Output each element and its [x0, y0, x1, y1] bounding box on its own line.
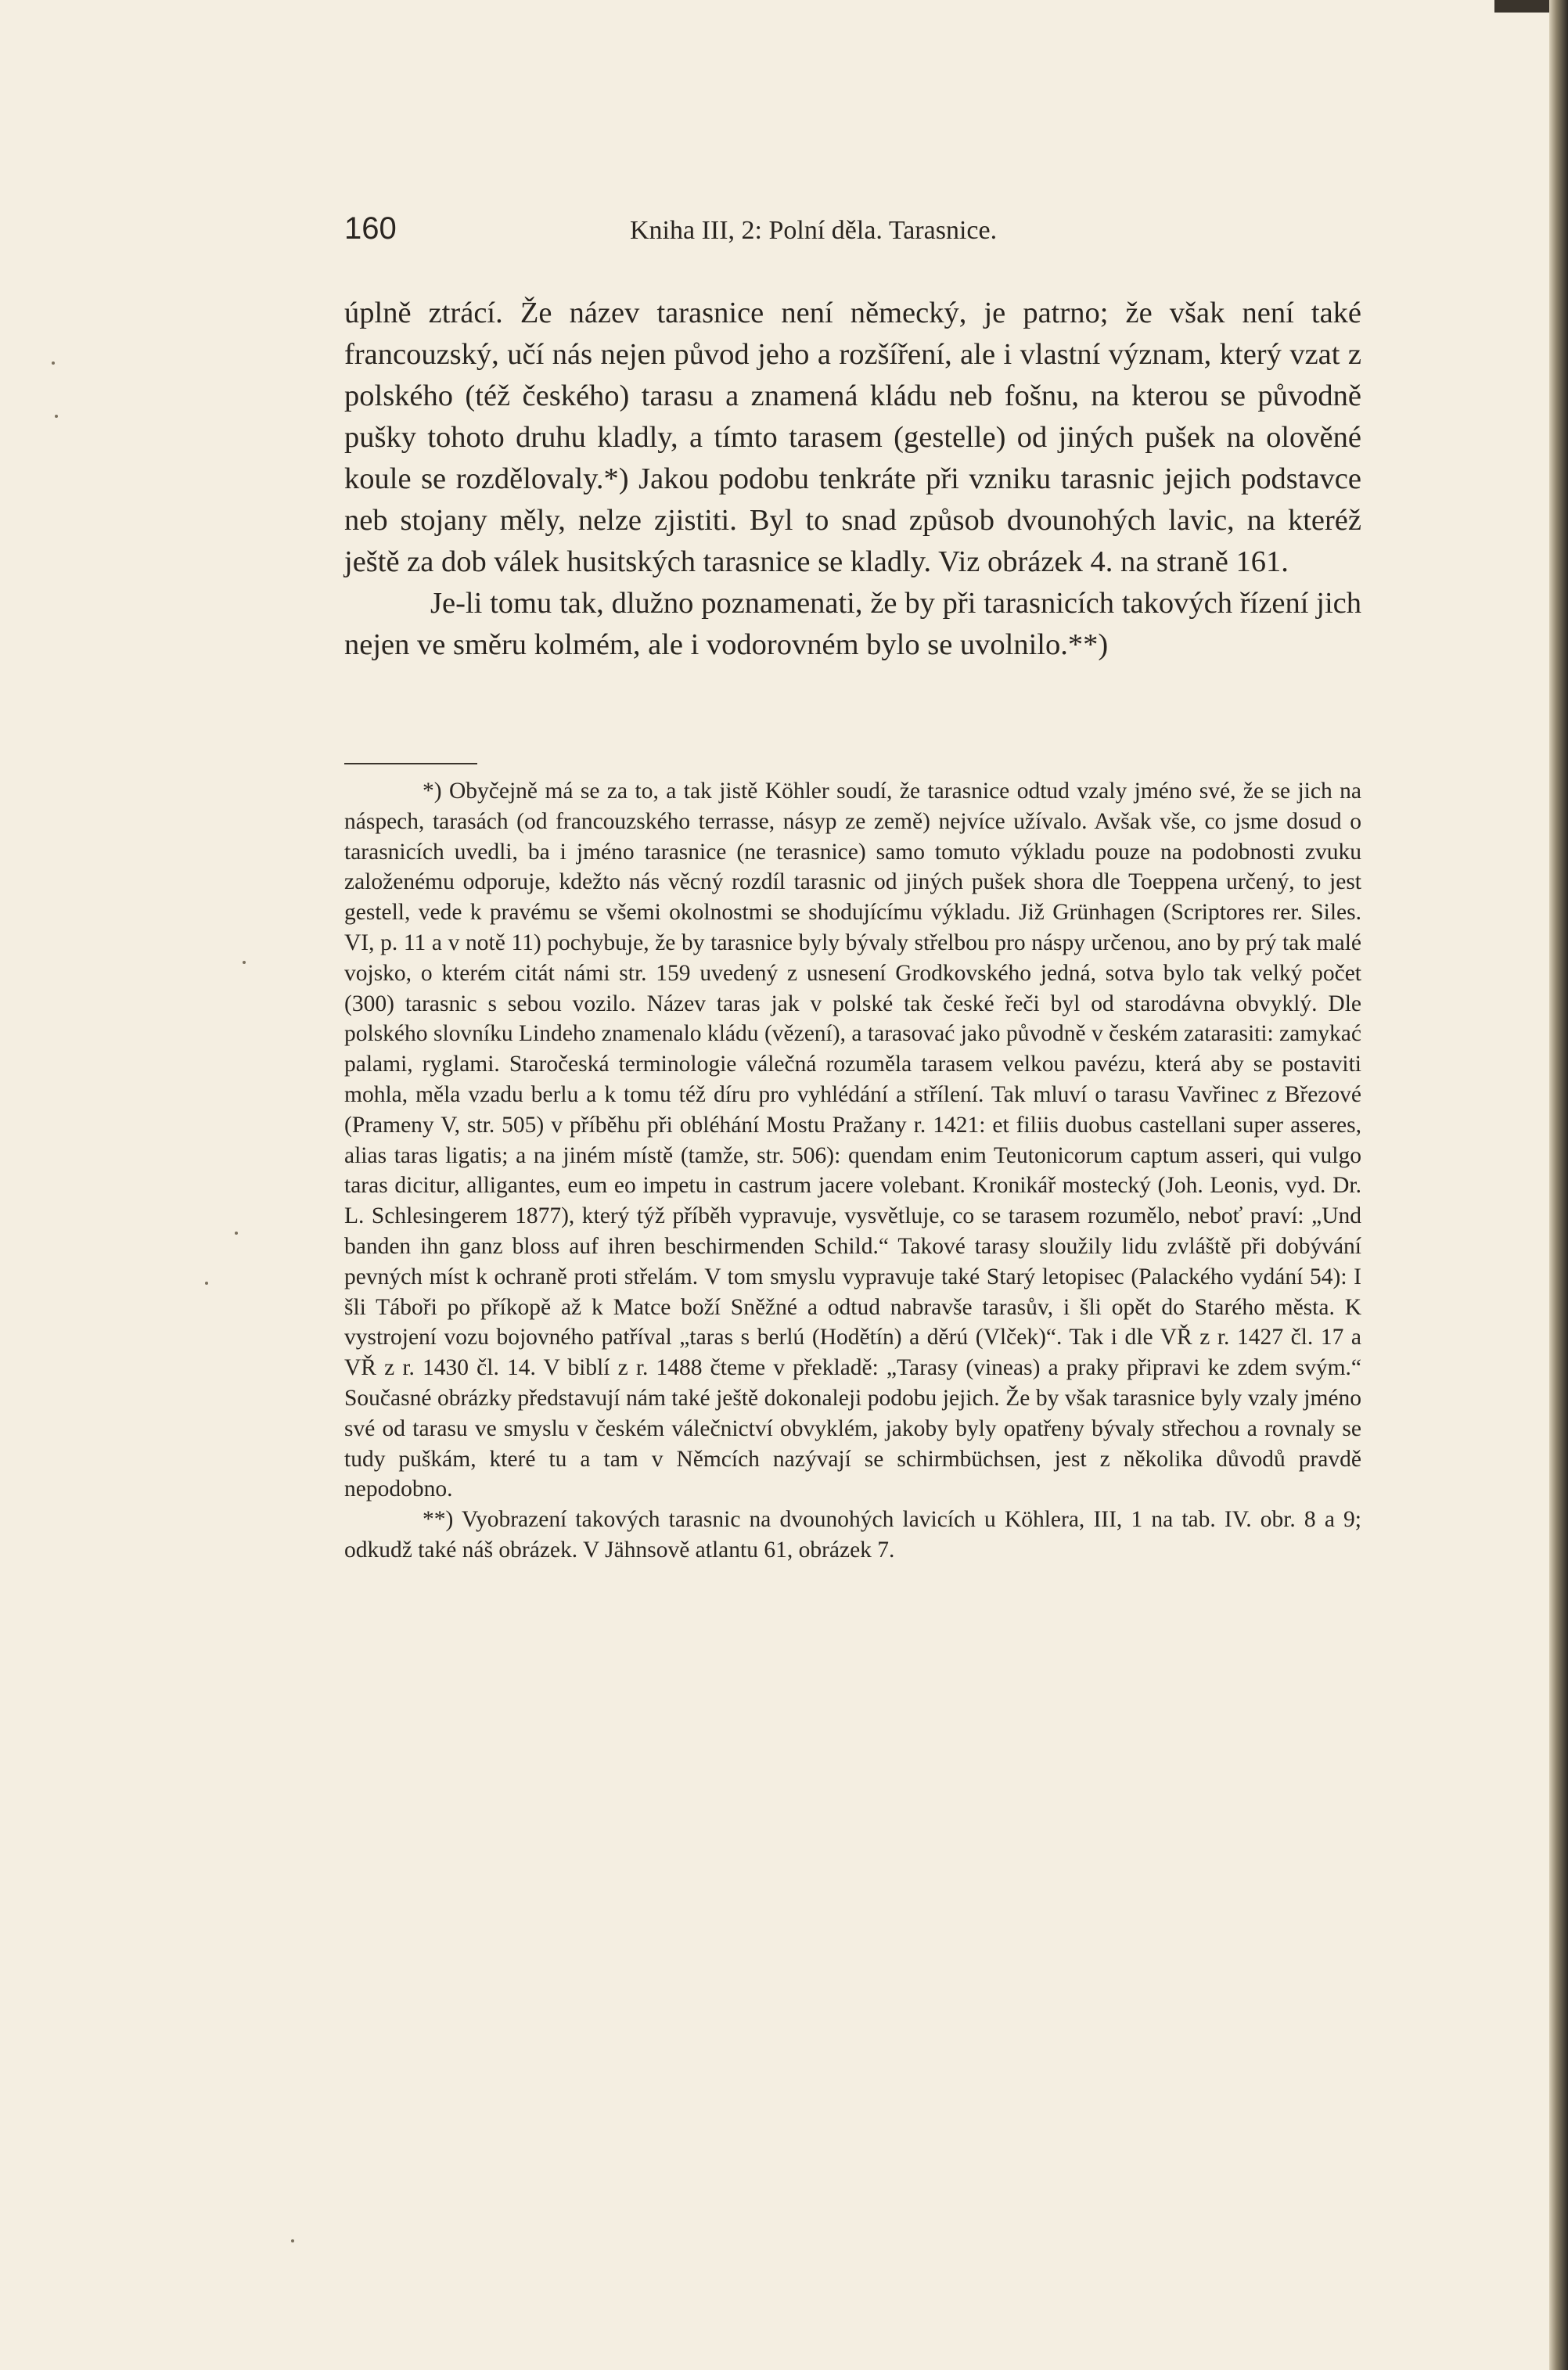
page-edge-corner [1494, 0, 1549, 13]
paper-speck [205, 1282, 208, 1285]
running-head: Kniha III, 2: Polní děla. Tarasnice. [630, 216, 998, 245]
page-header [344, 211, 1361, 258]
main-body-text [344, 293, 1361, 666]
footnotes [344, 776, 1361, 1566]
page-number: 160 [344, 211, 397, 246]
paper-speck [55, 415, 58, 418]
footnote-1: *) Obyčejně má se za to, a tak jistě Köhler soudí, že tarasnice odtud vzaly jméno své, že se jich na náspech, tarasách (od francouzského terrasse, násyp ze země) nejvíce užívalo. Avšak vše, co jsme dosud o tarasnicích uvedli, ba i jméno tarasnice (ne terasnice) samo tomuto výkladu pouze na podobnosti zvuku založenému odporuje, kdežto nás věcný rozdíl tarasnic od jiných pušek shora dle Toeppena určený, to jest gestell, vede k pravému se všemi okolnostmi se shodujícímu výkladu. Již Grünhagen (Scriptores rer. Siles. VI, p. 11 a v notě 11) pochybuje, že by tarasnice byly bývaly střelbou pro náspy určenou, ano by prý tak malé vojsko, o kterém citát námi str. 159 uvedený z usnesení Grodkovského jedná, sotva bylo tak velký počet (300) tarasnic s sebou vozilo. Název taras jak v polské tak české řeči byl od starodávna obvyklý. Dle polského slovníku Lindeho znamenalo kládu (vězení), a tarasovać jako původně v českém zatarasiti: zamykać palami, ryglami. Staročeská terminologie válečná rozuměla tarasem velkou pavézu, která aby se postaviti mohla, měla vzadu berlu a k tomu též díru pro vyhlédání a střílení. Tak mluví o tarasu Vavřinec z Březové (Prameny V, str. 505) v příběhu při obléhání Mostu Pražany r. 1421: et filiis duobus castellani super asseres, alias taras ligatis; a na jiném místě (tamže, str. 506): quendam enim Teutonicorum captum asseri, qui vulgo taras dicitur, alligantes, eum eo impetu in castrum jacere volebant. Kronikář mostecký (Joh. Leonis, vyd. Dr. L. Schlesingerem 1877), který týž příběh vypravuje, vysvětluje, co se tarasem rozumělo, neboť praví: „Und banden ihn ganz bloss auf ihren beschirmenden Schild.“ Takové tarasy sloužily lidu zvláště při dobývání pevných míst k ochraně proti střelám. V tom smyslu vypravuje také Starý letopisec (Palackého vydání 54): I šli Táboři po příkopě až k Matce boží Sněžné a odtud nabravše tarasův, i šli opět do Starého města. K vystrojení vozu bojovného patříval „taras s berlú (Hodětín) a děrú (Vlček)“. Tak i dle VŘ z r. 1427 čl. 17 a VŘ z r. 1430 čl. 14. V biblí z r. 1488 čteme v překladě: „Tarasy (vineas) a praky připravi ke zdem svým.“ Současné obrázky představují nám také ještě dokonaleji podobu jejich. Že by však tarasnice byly vzaly jméno své od tarasu ve smyslu v českém válečnictví obvyklém, jakoby byly opatřeny bývaly střechou a rovnaly se tudy puškám, které tu a tam v Němcích nazývají se schirmbüchsen, jest z několika důvodů pravdě nepodobno. [344, 779, 1361, 1502]
footnote-separator [344, 763, 477, 764]
paper-speck [291, 2239, 294, 2242]
paper-speck [243, 961, 246, 964]
paper-speck [235, 1232, 238, 1235]
page-edge-shadow [1549, 0, 1568, 2370]
footnote-2: **) Vyobrazení takových tarasnic na dvounohých lavicích u Köhlera, III, 1 na tab. IV. obr. 8 a 9; odkudž také náš obrázek. V Jähnsově atlantu 61, obrázek 7. [344, 1507, 1361, 1563]
body-paragraph: Je-li tomu tak, dlužno poznamenati, že by při tarasnicích takových řízení jich nejen ve směru kolmém, ale i vodorovném bylo se uvolnilo.**) [344, 587, 1361, 661]
body-paragraph: úplně ztrácí. Že název tarasnice není německý, je patrno; že však není také francouzský, učí nás nejen původ jeho a rozšíření, ale i vlastní význam, který vzat z polského (též českého) tarasu a znamená kládu neb fošnu, na kterou se původně pušky tohoto druhu kladly, a tímto tarasem (gestelle) od jiných pušek na olověné koule se rozdělovaly.*) Jakou podobu tenkráte při vzniku tarasnic jejich podstavce neb stojany měly, nelze zjistiti. Byl to snad způsob dvounohých lavic, na kteréž ještě za dob válek husitských tarasnice se kladly. Viz obrázek 4. na straně 161. [344, 297, 1361, 578]
paper-speck [52, 361, 55, 365]
